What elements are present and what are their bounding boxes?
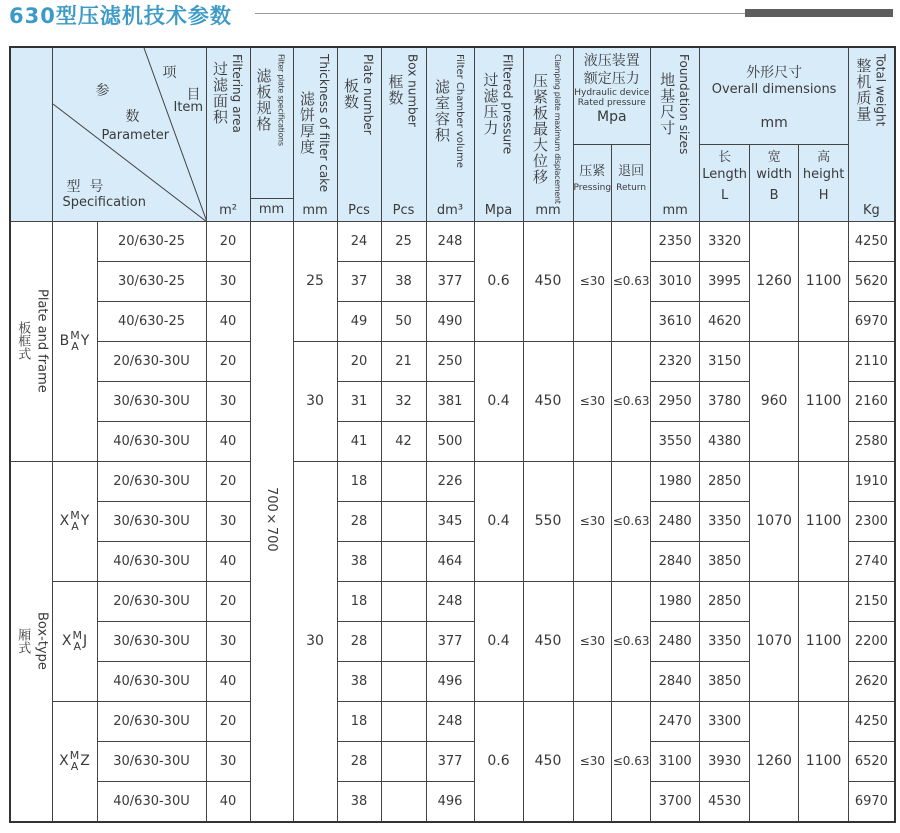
height-cn: 高 [817, 149, 831, 165]
col-unit: mm [251, 198, 293, 221]
item-en: Item [173, 100, 204, 115]
length-cell: 4380 [700, 421, 750, 461]
plate-spec-cell [250, 221, 293, 822]
width-cell: 1260 [750, 221, 799, 341]
foundation-cell: 3550 [651, 421, 700, 461]
spec-cell: 40/630-25 [97, 301, 206, 341]
area-cell: 30 [206, 501, 250, 541]
foundation-cell: 3700 [651, 781, 700, 822]
header-displacement [523, 47, 573, 221]
return-cell: ≤0.63 [612, 461, 651, 581]
pressure-cell: 0.6 [474, 221, 523, 341]
model-suffix: Y [80, 333, 90, 349]
foundation-cell: 2840 [651, 661, 700, 701]
area-cell: 40 [206, 541, 250, 581]
overall-unit: mm [760, 115, 788, 131]
param-cn-2: 数 [125, 109, 140, 125]
boxes-cell: 32 [381, 381, 426, 421]
col-unit: mm [535, 202, 561, 218]
height-cell: 1100 [799, 341, 849, 461]
width-en: width [756, 166, 793, 182]
area-cell: 30 [206, 381, 250, 421]
boxes-cell: 42 [381, 421, 426, 461]
plates-cell: 49 [337, 301, 381, 341]
boxes-cell [381, 581, 426, 621]
length-sym: L [720, 187, 729, 203]
foundation-cell: 2470 [651, 701, 700, 741]
pressure-cell: 0.4 [474, 581, 523, 701]
hyd-cn-2: 额定压力 [583, 71, 640, 87]
width-cell: 1070 [750, 461, 799, 581]
return-cell: ≤0.63 [612, 221, 651, 341]
col-unit: Kg [862, 202, 880, 218]
return-en: Return [616, 182, 647, 193]
category-en: Box-type [34, 612, 50, 670]
area-cell: 20 [206, 701, 250, 741]
spec-cell: 40/630-30U [97, 661, 206, 701]
category-en: Plate and frame [34, 289, 50, 393]
header-filtering-area [206, 47, 250, 221]
spec-cell: 30/630-30U [97, 501, 206, 541]
boxes-cell [381, 781, 426, 822]
col-cn: 过滤压力 [481, 72, 500, 137]
volume-cell: 496 [426, 661, 474, 701]
width-cell: 1260 [750, 701, 799, 822]
volume-cell: 345 [426, 501, 474, 541]
boxes-cell [381, 661, 426, 701]
foundation-cell: 2350 [651, 221, 700, 261]
hyd-unit: Mpa [597, 109, 627, 125]
plates-cell: 31 [337, 381, 381, 421]
spec-cell: 20/630-30U [97, 341, 206, 381]
weight-cell: 2200 [849, 621, 895, 661]
spec-cell: 30/630-25 [97, 261, 206, 301]
return-cn: 退回 [618, 163, 645, 179]
area-cell: 20 [206, 341, 250, 381]
overall-en: Overall dimensions [711, 82, 837, 97]
col-cn: 过滤面积 [211, 61, 229, 126]
header-filter-pressure [474, 47, 523, 221]
plates-cell: 18 [337, 581, 381, 621]
table-row [10, 701, 895, 741]
spec-cell: 30/630-30U [97, 621, 206, 661]
model-suffix: Y [80, 513, 90, 529]
return-cell: ≤0.63 [612, 581, 651, 701]
col-en: Clamping plate maximum displacement [553, 54, 562, 204]
col-en: Foundation sizes [677, 54, 692, 155]
model-base: X [59, 753, 69, 769]
model-code [60, 330, 90, 352]
width-sym: B [769, 187, 779, 203]
plates-cell: 18 [337, 701, 381, 741]
model-base: X [61, 633, 72, 649]
model-sup: M [70, 329, 80, 342]
col-cn: 滤饼厚度 [298, 91, 316, 156]
spec-table [9, 46, 896, 823]
col-en: Filtering area [230, 54, 244, 133]
volume-cell: 248 [426, 701, 474, 741]
header-height [799, 144, 849, 221]
header-plate-number [337, 47, 381, 221]
return-cell: ≤0.63 [612, 701, 651, 822]
plates-cell: 24 [337, 221, 381, 261]
area-cell: 30 [206, 621, 250, 661]
model-code [62, 630, 87, 652]
plates-cell: 37 [337, 261, 381, 301]
model-cell [52, 701, 97, 822]
height-cell: 1100 [799, 461, 849, 581]
pressing-cell: ≤30 [573, 701, 612, 822]
displacement-cell: 450 [523, 221, 573, 341]
weight-cell: 2740 [849, 541, 895, 581]
return-cell: ≤0.63 [612, 341, 651, 461]
length-cell: 4620 [700, 301, 750, 341]
header-return [612, 144, 651, 221]
col-en: Plate number [361, 54, 375, 135]
spec-cell: 20/630-30U [97, 701, 206, 741]
plates-cell: 38 [337, 781, 381, 822]
length-cell: 3780 [700, 381, 750, 421]
model-code [60, 510, 90, 532]
pressing-cell: ≤30 [573, 221, 612, 341]
foundation-cell: 1980 [651, 581, 700, 621]
length-cell: 2850 [700, 461, 750, 501]
pressing-cell: ≤30 [573, 461, 612, 581]
volume-cell: 377 [426, 261, 474, 301]
category-cn: 厢式 [15, 628, 31, 654]
header-length [700, 144, 750, 221]
volume-cell: 248 [426, 581, 474, 621]
header-pressing [573, 144, 612, 221]
model-code [59, 750, 90, 772]
height-en: height [802, 166, 845, 182]
weight-cell: 2620 [849, 661, 895, 701]
pressure-cell: 0.6 [474, 701, 523, 822]
spec-cell: 20/630-30U [97, 461, 206, 501]
volume-cell: 464 [426, 541, 474, 581]
volume-cell: 377 [426, 621, 474, 661]
table-row [10, 461, 895, 501]
boxes-cell [381, 741, 426, 781]
weight-cell: 2150 [849, 581, 895, 621]
plates-cell: 18 [337, 461, 381, 501]
spec-cell: 40/630-30U [97, 781, 206, 822]
boxes-cell [381, 501, 426, 541]
model-sub: A [73, 640, 81, 653]
header-box-number [381, 47, 426, 221]
col-cn: 地基尺寸 [658, 72, 677, 137]
model-sup: M [72, 629, 82, 642]
model-cell [52, 581, 97, 701]
col-en: Filter Chamber volume [454, 54, 465, 168]
header-foundation [651, 47, 700, 221]
model-sup: M [70, 509, 80, 522]
header-total-weight [849, 47, 895, 221]
plates-cell: 28 [337, 501, 381, 541]
boxes-cell [381, 541, 426, 581]
pressure-cell: 0.4 [474, 461, 523, 581]
col-unit: Pcs [348, 202, 370, 218]
length-cell: 4530 [700, 781, 750, 822]
area-cell: 40 [206, 421, 250, 461]
header-hydraulic [573, 47, 651, 144]
foundation-cell: 2480 [651, 621, 700, 661]
thickness-cell: 30 [293, 461, 337, 822]
col-en: Total weight [873, 54, 888, 127]
length-cell: 3320 [700, 221, 750, 261]
col-unit: Pcs [392, 202, 415, 218]
displacement-cell: 550 [523, 461, 573, 581]
foundation-cell: 2320 [651, 341, 700, 381]
plates-cell: 28 [337, 621, 381, 661]
length-cell: 3995 [700, 261, 750, 301]
width-cell: 960 [750, 341, 799, 461]
model-base: B [59, 333, 70, 349]
model-suffix: Z [80, 753, 90, 769]
area-cell: 30 [206, 741, 250, 781]
spec-cell: 40/630-30U [97, 421, 206, 461]
model-suffix: J [82, 633, 88, 649]
spec-en: Specification [62, 195, 146, 210]
item-cn-1: 项 [162, 65, 177, 81]
foundation-cell: 1980 [651, 461, 700, 501]
length-cell: 3350 [700, 621, 750, 661]
volume-cell: 490 [426, 301, 474, 341]
weight-cell: 6970 [849, 301, 895, 341]
area-cell: 40 [206, 661, 250, 701]
col-cn: 滤板规格 [254, 67, 273, 132]
model-sub: A [71, 340, 79, 353]
item-cn-2: 目 [186, 87, 201, 103]
displacement-cell: 450 [523, 581, 573, 701]
height-cell: 1100 [799, 221, 849, 341]
model-sup: M [69, 749, 80, 762]
spec-cell: 30/630-30U [97, 381, 206, 421]
col-unit: dm³ [436, 202, 464, 218]
weight-cell: 2300 [849, 501, 895, 541]
plates-cell: 38 [337, 661, 381, 701]
boxes-cell [381, 701, 426, 741]
col-cn: 框数 [386, 74, 405, 107]
boxes-cell [381, 461, 426, 501]
foundation-cell: 2950 [651, 381, 700, 421]
boxes-cell [381, 621, 426, 661]
plates-cell: 28 [337, 741, 381, 781]
col-en: Thickness of filter cake [317, 54, 331, 193]
thickness-cell: 25 [293, 221, 337, 341]
displacement-cell: 450 [523, 341, 573, 461]
area-cell: 40 [206, 301, 250, 341]
model-sub: A [70, 760, 79, 773]
hyd-en-2: Rated pressure [577, 98, 646, 108]
foundation-cell: 2840 [651, 541, 700, 581]
header-category [10, 47, 52, 221]
length-cell: 3850 [700, 541, 750, 581]
weight-cell: 4250 [849, 221, 895, 261]
spec-cell: 30/630-30U [97, 741, 206, 781]
header-overall-dimensions [700, 47, 849, 144]
header-plate-spec [250, 47, 293, 221]
col-cn: 整机质量 [854, 58, 873, 123]
header-width [750, 144, 799, 221]
length-cell: 3300 [700, 701, 750, 741]
title-divider [255, 13, 745, 14]
col-cn: 滤室容积 [433, 78, 451, 143]
length-cell: 3930 [700, 741, 750, 781]
model-sub: A [71, 520, 79, 533]
plate-spec: 700×700 [264, 486, 279, 552]
plates-cell: 41 [337, 421, 381, 461]
header-cake-thickness [293, 47, 337, 221]
page-title: 630型压滤机技术参数 [9, 4, 232, 28]
title-accent-bar [745, 9, 893, 17]
width-cn: 宽 [767, 149, 781, 165]
param-en: Parameter [101, 128, 170, 143]
category-cell [10, 461, 52, 822]
hyd-cn-1: 液压装置 [583, 53, 640, 69]
length-cn: 长 [718, 149, 732, 165]
foundation-cell: 2480 [651, 501, 700, 541]
weight-cell: 5620 [849, 261, 895, 301]
col-en: Filtered pressure [500, 54, 515, 155]
plates-cell: 38 [337, 541, 381, 581]
weight-cell: 1910 [849, 461, 895, 501]
pressing-cell: ≤30 [573, 581, 612, 701]
height-cell: 1100 [799, 701, 849, 822]
weight-cell: 2160 [849, 381, 895, 421]
volume-cell: 248 [426, 221, 474, 261]
model-base: X [59, 513, 70, 529]
area-cell: 20 [206, 221, 250, 261]
pressing-en: Pressing [573, 182, 612, 193]
width-cell: 1070 [750, 581, 799, 701]
area-cell: 20 [206, 581, 250, 621]
pressing-cn: 压紧 [579, 163, 606, 179]
pressure-cell: 0.4 [474, 341, 523, 461]
area-cell: 30 [206, 261, 250, 301]
param-cn-1: 参 [95, 83, 110, 99]
volume-cell: 381 [426, 381, 474, 421]
spec-cell: 20/630-25 [97, 221, 206, 261]
height-sym: H [818, 187, 829, 203]
volume-cell: 226 [426, 461, 474, 501]
model-cell [52, 461, 97, 581]
table-row [10, 341, 895, 381]
length-cell: 3350 [700, 501, 750, 541]
spec-cell: 40/630-30U [97, 541, 206, 581]
spec-cn: 型 号 [66, 179, 104, 195]
plates-cell: 20 [337, 341, 381, 381]
foundation-cell: 3100 [651, 741, 700, 781]
weight-cell: 6970 [849, 781, 895, 822]
weight-cell: 4250 [849, 701, 895, 741]
col-unit: mm [302, 202, 328, 218]
model-cell [52, 221, 97, 461]
boxes-cell: 25 [381, 221, 426, 261]
length-cell: 3850 [700, 661, 750, 701]
area-cell: 20 [206, 461, 250, 501]
volume-cell: 377 [426, 741, 474, 781]
table-row [10, 221, 895, 261]
header-param-spec [52, 47, 206, 221]
col-cn: 压紧板最大位移 [531, 72, 549, 185]
spec-cell: 20/630-30U [97, 581, 206, 621]
volume-cell: 250 [426, 341, 474, 381]
category-cell [10, 221, 52, 461]
weight-cell: 6520 [849, 741, 895, 781]
boxes-cell: 21 [381, 341, 426, 381]
volume-cell: 496 [426, 781, 474, 822]
col-unit: m² [219, 202, 237, 218]
table-row [10, 581, 895, 621]
boxes-cell: 38 [381, 261, 426, 301]
col-cn: 板数 [342, 78, 360, 111]
foundation-cell: 3010 [651, 261, 700, 301]
col-en: Filter plate specifications [276, 54, 286, 146]
col-unit: mm [662, 202, 688, 218]
weight-cell: 2580 [849, 421, 895, 461]
area-cell: 40 [206, 781, 250, 822]
col-en: Box number [405, 54, 420, 127]
length-en: Length [702, 166, 748, 182]
length-cell: 2850 [700, 581, 750, 621]
header-chamber-volume [426, 47, 474, 221]
foundation-cell: 3610 [651, 301, 700, 341]
overall-cn: 外形尺寸 [746, 65, 803, 81]
table-body [10, 221, 895, 822]
pressing-cell: ≤30 [573, 341, 612, 461]
category-cn: 板框式 [15, 321, 31, 361]
displacement-cell: 450 [523, 701, 573, 822]
volume-cell: 500 [426, 421, 474, 461]
boxes-cell: 50 [381, 301, 426, 341]
thickness-cell: 30 [293, 341, 337, 461]
col-unit: Mpa [484, 202, 513, 218]
height-cell: 1100 [799, 581, 849, 701]
length-cell: 3150 [700, 341, 750, 381]
weight-cell: 2110 [849, 341, 895, 381]
hyd-en-1: Hydraulic device [574, 88, 650, 98]
